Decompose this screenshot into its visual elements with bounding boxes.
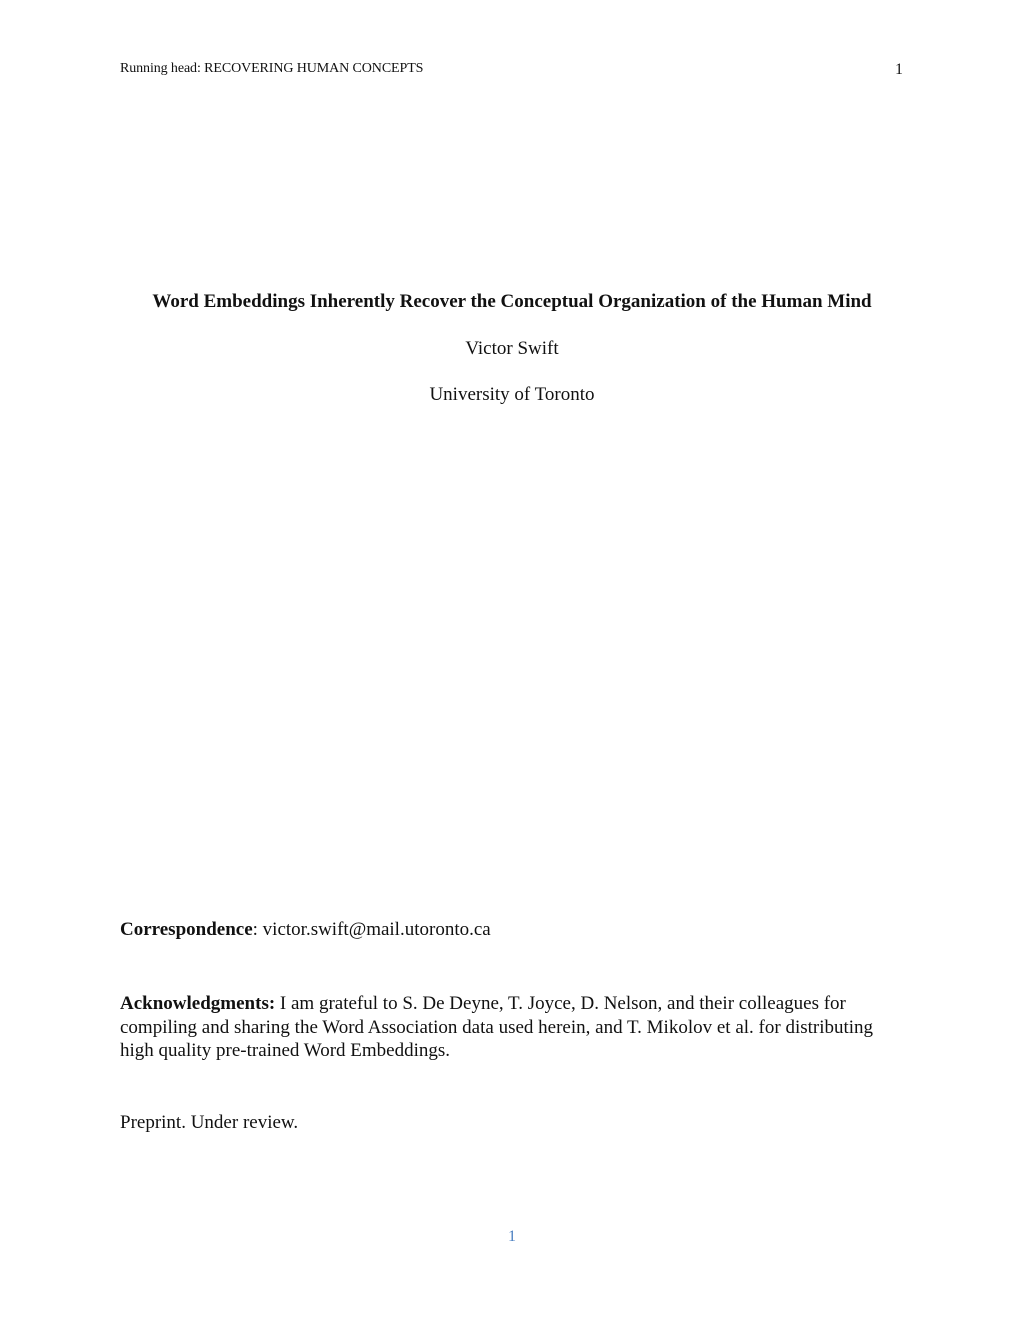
correspondence-email: victor.swift@mail.utoronto.ca	[262, 919, 491, 940]
page-number-footer: 1	[508, 1228, 516, 1245]
paper-title: Word Embeddings Inherently Recover the Conceptual Organization of the Human Mind	[152, 291, 872, 312]
acknowledgments-paragraph	[120, 992, 910, 1063]
page-number-header: 1	[895, 61, 903, 78]
acknowledgments-text: I am grateful to S. De Deyne, T. Joyce, D. Nelson, and their colleagues for compiling and sharing the Word Association data used herein, and T. Mikolov et al. for distributing high quality pre-trained Word Embeddings.	[120, 993, 874, 1061]
correspondence-line	[120, 919, 491, 941]
author-affiliation: University of Toronto	[429, 384, 595, 405]
author-name: Victor Swift	[465, 338, 559, 359]
correspondence-label: Correspondence	[120, 919, 253, 940]
running-head: Running head: RECOVERING HUMAN CONCEPTS	[120, 61, 424, 76]
acknowledgments-label: Acknowledgments:	[120, 993, 276, 1014]
correspondence-separator: :	[252, 919, 263, 940]
review-status: Preprint. Under review.	[120, 1112, 299, 1133]
